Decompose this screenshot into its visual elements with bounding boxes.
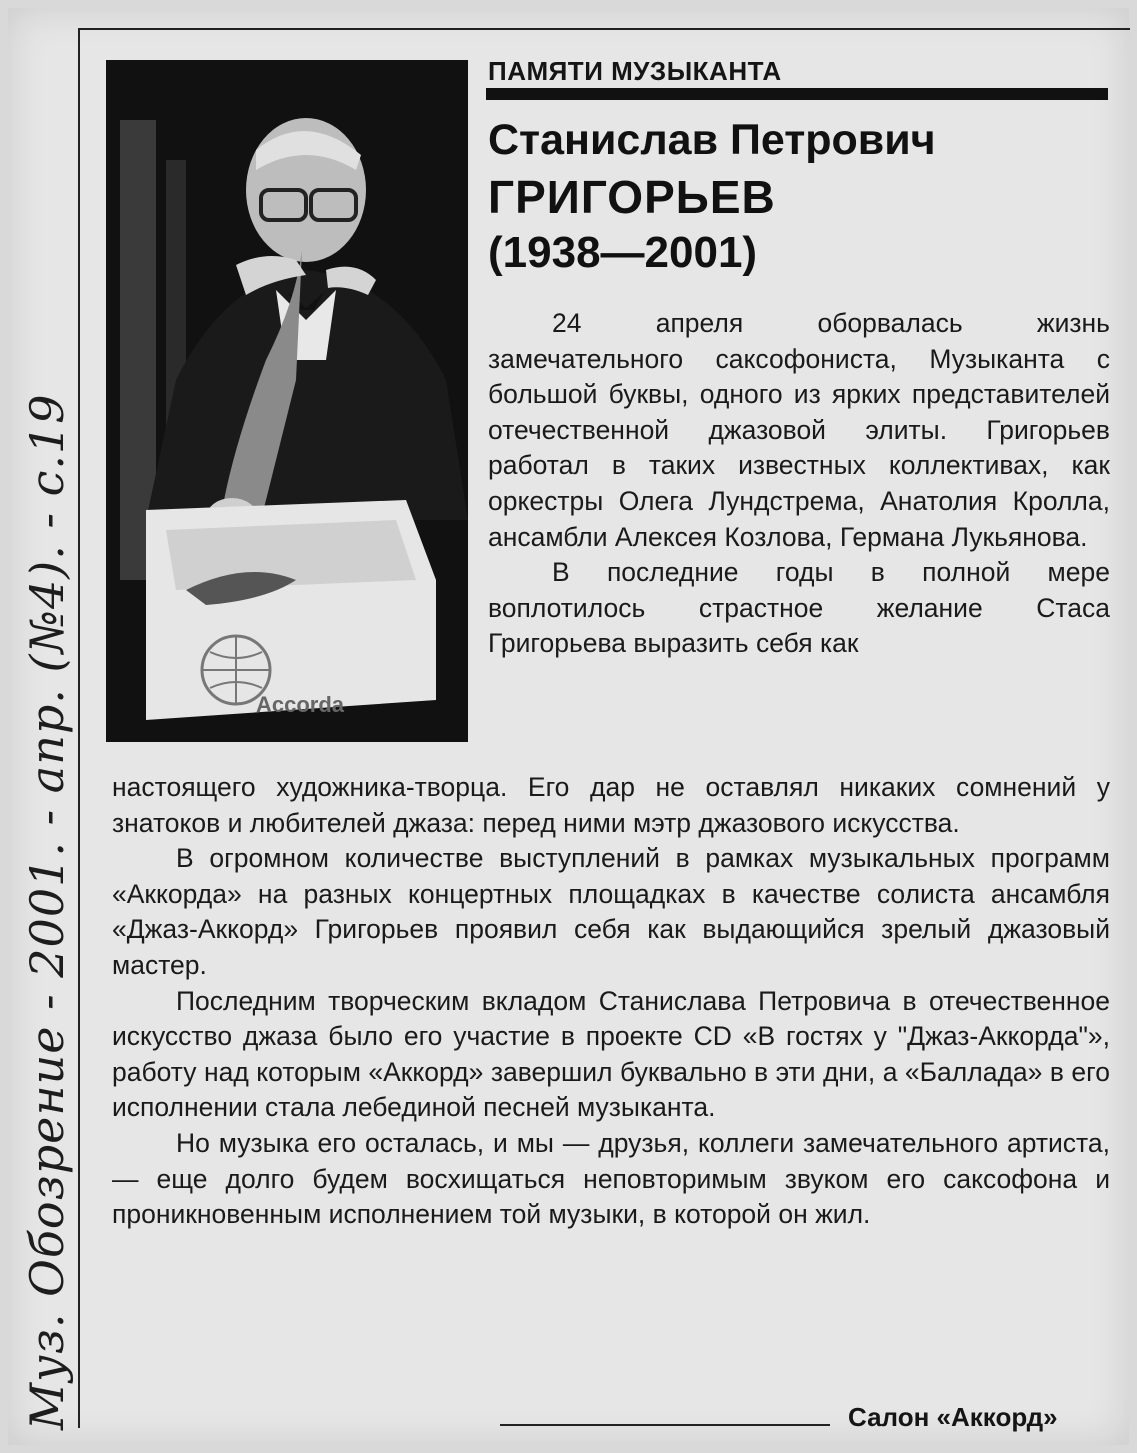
rubric-bar (486, 88, 1108, 100)
signature: Салон «Аккорд» (848, 1402, 1058, 1432)
surname: ГРИГОРЬЕВ (488, 171, 776, 223)
paragraph-5: Но музыка его осталась, и мы — друзья, коллеги замечательного артиста, — еще долго будем восхищаться неповторимым звуком его саксофона и проникновенным исполнением той музыки, в которой он жил. (112, 1127, 1110, 1230)
life-years: (1938—2001) (488, 228, 758, 277)
paragraph-2-end: настоящего художника-творца. Его дар не оставлял никаких сомнений у знатоков и любителей джаза: перед ними мэтр джазового искусства. (112, 772, 1110, 838)
paragraph-3: В огромном количестве выступлений в рамках музыкальных программ «Аккорда» на разных концертных площадках в качестве солиста ансамбля «Джаз-Аккорд» Григорьев проявил себя как выдающийся зрелый джазовый мастер. (112, 843, 1110, 980)
musician-photo (106, 60, 468, 742)
name-first-line: Станислав Петрович (488, 116, 936, 164)
signature-rule (500, 1424, 830, 1426)
top-rule (78, 28, 1130, 30)
article-body-column (488, 306, 1110, 662)
paragraph-1: 24 апреля оборвалась жизнь замечательного саксофониста, Музыканта с большой буквы, одного из ярких представителей отечественной джазовой элиты. Григорьев работал в таких известных коллективах, как оркестры Олега Лундстрема, Анатолия Кролла, ансамбли Алексея Козлова, Германа Лукьянова. (488, 308, 1110, 552)
saxophonist-illustration (106, 60, 468, 742)
handwritten-source-note: Муз. Обозрение - 2001. - апр. (№4). - с.19 (20, 393, 74, 1430)
left-rule (78, 28, 80, 1428)
paragraph-2-start: В последние годы в полной мере воплотилось страстное желание Стаса Григорьева выразить себя как (488, 557, 1110, 659)
section-rubric: ПАМЯТИ МУЗЫКАНТА (488, 56, 782, 86)
stand-logo-text: Accorda (256, 692, 345, 717)
paragraph-4: Последним творческим вкладом Станислава Петровича в отечественное искусство джаза было его участие в проекте CD «В гостях у "Джаз-Аккорда"», работу над которым «Аккорд» завершил буквально в эти дни, а «Баллада» в его исполнении стала лебединой песней музыканта. (112, 985, 1110, 1123)
article-body-full-width (112, 770, 1110, 1233)
